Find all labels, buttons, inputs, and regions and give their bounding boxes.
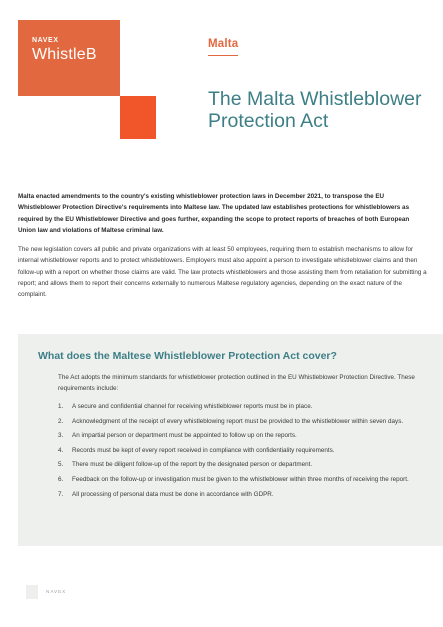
list-item-number: 7. <box>58 490 64 498</box>
list-item-text: Feedback on the follow-up or investigation must be given to the whistleblower within three months of receiving the report. <box>72 475 409 483</box>
panel-intro: The Act adopts the minimum standards for whistleblower protection outlined in the EU Whistleblower Protection Directive. These requirements include: <box>58 374 415 392</box>
requirements-list <box>58 402 423 500</box>
list-item-number: 5. <box>58 461 64 469</box>
logo-brand-main: WhistleB <box>32 46 97 63</box>
logo-brand-top: NAVEX <box>32 37 59 44</box>
list-item <box>58 417 423 428</box>
list-item-text: There must be diligent follow-up of the report by the designated person or department. <box>72 461 313 469</box>
footer-page-marker <box>26 585 38 599</box>
list-item <box>58 446 423 457</box>
list-item-number: 6. <box>58 475 64 483</box>
body-paragraph: The new legislation covers all public and private organizations with at least 50 employees, requiring them to establish mechanisms to allow for internal whistleblower reports and to protect whistleblowers. Employers must also appoint a person to investigate whistleblower claims and then follow-up with a report on whether those claims are valid. The law protects whistleblowers and those assisting them from retaliation for submitting a report; and allows them to report their concerns externally to numerous Maltese regulatory agencies, depending on the exact nature of the complaint. <box>18 246 427 299</box>
coverage-panel <box>18 334 443 546</box>
list-item-number: 2. <box>58 417 64 425</box>
list-item-text: Acknowledgment of the receipt of every whistleblowing report must be provided to the whistleblower within seven days. <box>72 417 404 425</box>
list-item <box>58 402 423 413</box>
intro-paragraph: Malta enacted amendments to the country's existing whistleblower protection laws in December 2021, to transpose the EU Whistleblower Protection Directive's requirements into Maltese law. The updated law establishes protections for whistleblowers as required by the EU Whistleblower Directive and goes further, expanding the scope to protect reports of breaches of both European Union law and violations of Maltese criminal law. <box>18 193 410 234</box>
list-item-number: 1. <box>58 403 64 410</box>
list-item <box>58 460 423 471</box>
list-item-number: 3. <box>58 432 64 440</box>
country-label: Malta <box>208 38 239 50</box>
logo <box>18 20 120 96</box>
list-item-text: All processing of personal data must be done in accordance with GDPR. <box>72 490 274 498</box>
decorative-accent-block <box>120 96 156 139</box>
page-title: The Malta Whistleblower Protection Act <box>208 88 422 132</box>
list-item-text: An impartial person or department must be appointed to follow up on the reports. <box>72 432 297 440</box>
list-item-number: 4. <box>58 446 64 454</box>
list-item <box>58 490 423 501</box>
list-item-text: A secure and confidential channel for receiving whistleblower reports must be in place. <box>72 403 313 410</box>
list-item <box>58 475 423 486</box>
list-item <box>58 431 423 442</box>
footer-brand: NAVEX <box>46 589 67 594</box>
panel-heading: What does the Maltese Whistleblower Protection Act cover? <box>38 350 337 362</box>
list-item-text: Records must be kept of every report received in compliance with confidentiality requirements. <box>72 446 335 454</box>
country-underline <box>208 55 238 56</box>
